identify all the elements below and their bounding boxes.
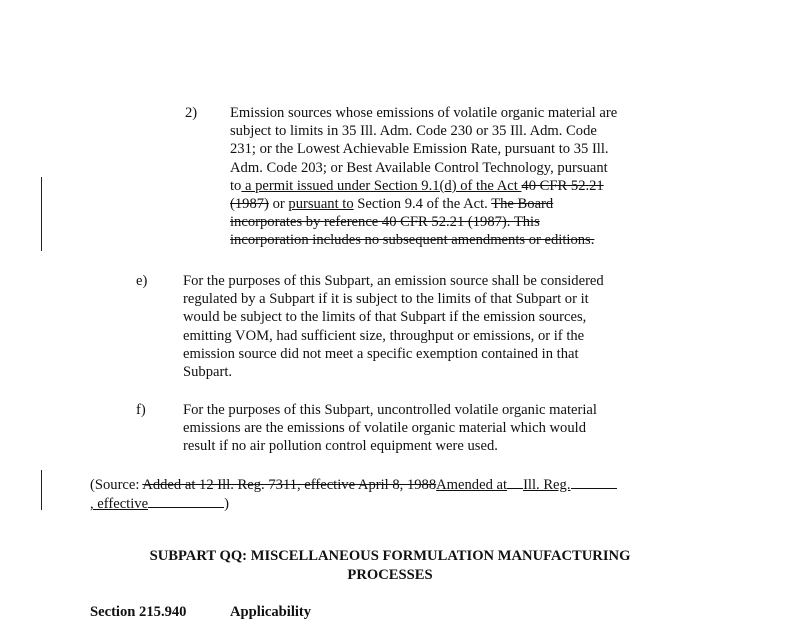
source-prefix: (Source: xyxy=(90,477,143,493)
text-line: 231; or the Lowest Achievable Emission Rate, pursuant to 35 Ill. xyxy=(230,141,609,158)
text-line: Emission sources whose emissions of volatile organic material are xyxy=(230,105,618,121)
inserted-text: Amended at xyxy=(436,477,508,493)
inserted-text: pursuant to xyxy=(288,196,354,213)
deleted-text: The Board xyxy=(491,196,554,213)
text-line: Adm. Code 203; or Best Available Control Technology, pursuant xyxy=(230,159,608,176)
blank-line xyxy=(148,494,224,508)
text-line: would be subject to the limits of that Subpart if the emission sources, xyxy=(183,309,587,326)
deleted-text: Added at 12 Ill. Reg. 7311, effective April 8, 1988 xyxy=(142,477,437,493)
heading-line: PROCESSES xyxy=(347,567,433,583)
paragraph-item-2 xyxy=(230,104,670,250)
source-line-1 xyxy=(90,475,670,494)
text-line: emitting VOM, had sufficient size, throughput or emissions, or if the xyxy=(183,327,585,344)
deleted-line: incorporates by reference 40 CFR 52.21 (1987). This xyxy=(230,214,540,231)
text-line: emissions are the emissions of volatile organic material which would xyxy=(183,420,586,437)
item-label: e) xyxy=(136,273,148,289)
subpart-heading xyxy=(90,547,690,585)
change-bar xyxy=(41,177,42,251)
text-run: Section 9.4 of the Act. xyxy=(353,196,492,213)
change-bar xyxy=(41,470,42,510)
text-run: to xyxy=(230,177,242,194)
inserted-text: a permit issued under Section 9.1(d) of the Act xyxy=(241,177,522,194)
text-line: emission source did not meet a specific exemption contained in that xyxy=(183,345,579,362)
text-line: Subpart. xyxy=(183,364,233,381)
blank-line xyxy=(507,475,523,489)
paragraph-item-e xyxy=(183,272,663,381)
section-number: Section 215.940 xyxy=(90,604,187,620)
text-line xyxy=(230,195,670,213)
source-close: ) xyxy=(224,496,229,513)
heading-line: SUBPART QQ: MISCELLANEOUS FORMULATION MANUFACTURING xyxy=(149,548,631,564)
deleted-text: (1987) xyxy=(230,196,269,213)
text-line: regulated by a Subpart if it is subject to the limits of that Subpart or it xyxy=(183,291,589,308)
text-line: For the purposes of this Subpart, uncontrolled volatile organic material xyxy=(183,402,597,418)
inserted-text: , effective xyxy=(90,496,149,513)
item-label: 2) xyxy=(185,105,198,121)
deleted-line: incorporation includes no subsequent amendments or editions. xyxy=(230,232,595,249)
deleted-text: 40 CFR 52.21 xyxy=(521,177,604,194)
text-line: subject to limits in 35 Ill. Adm. Code 230 or 35 Ill. Adm. Code xyxy=(230,123,597,140)
text-line: result if no air pollution control equipment were used. xyxy=(183,438,498,455)
item-label: f) xyxy=(136,402,146,418)
text-run: or xyxy=(268,196,289,213)
blank-line xyxy=(571,475,617,489)
paragraph-item-f xyxy=(183,401,663,456)
inserted-text: Ill. Reg. xyxy=(523,477,571,493)
text-line xyxy=(230,177,670,195)
text-line: For the purposes of this Subpart, an emission source shall be considered xyxy=(183,273,604,289)
section-title: Applicability xyxy=(230,604,312,620)
source-note xyxy=(90,475,670,513)
source-line-2 xyxy=(90,494,670,513)
